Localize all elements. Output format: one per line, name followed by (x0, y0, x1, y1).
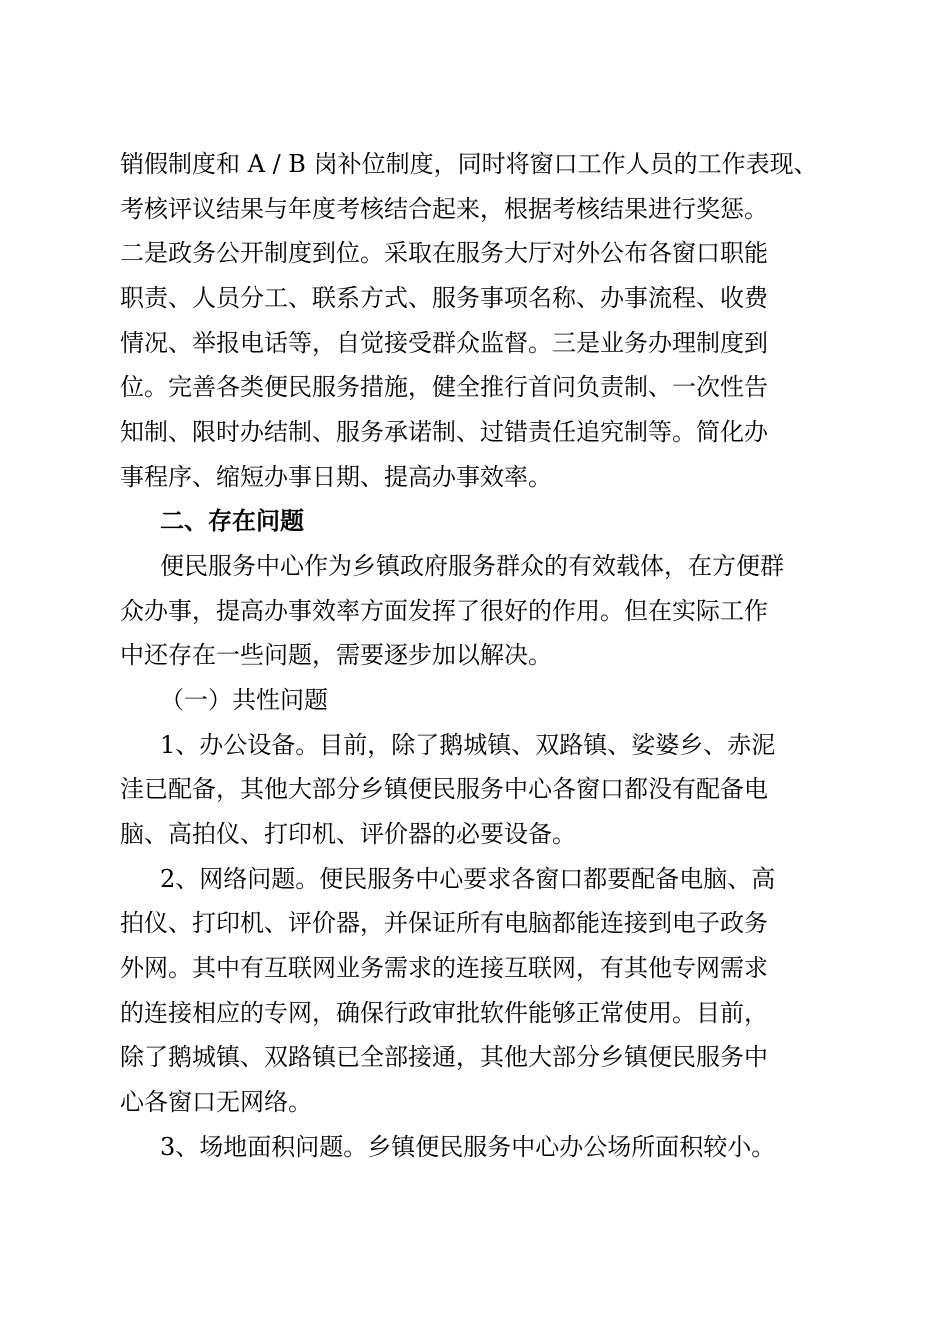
body-text-line: 拍仪、打印机、评价器，并保证所有电脑都能连接到电子政务 (120, 909, 768, 937)
body-text-line: 便民服务中心作为乡镇政府服务群众的有效载体，在方便群 (160, 552, 784, 580)
body-text-line: 二是政务公开制度到位。采取在服务大厅对外公布各窗口职能 (120, 239, 768, 267)
body-text-line: 众办事，提高办事效率方面发挥了很好的作用。但在实际工作 (120, 597, 768, 625)
body-text-line: 心各窗口无网络。 (120, 1088, 312, 1116)
body-text-line: 职责、人员分工、联系方式、服务事项名称、办事流程、收费 (120, 284, 768, 312)
body-text-line: 1、办公设备。目前，除了鹅城镇、双路镇、娑婆乡、赤泥 (160, 731, 776, 759)
body-text-line: 销假制度和 A / B 岗补位制度，同时将窗口工作人员的工作表现、 (120, 150, 818, 178)
body-text-line: 事程序、缩短办事日期、提高办事效率。 (120, 463, 552, 491)
body-text-line: 知制、限时办结制、服务承诺制、过错责任追究制等。简化办 (120, 418, 768, 446)
body-text-line: 情况、举报电话等，自觉接受群众监督。三是业务办理制度到 (120, 329, 768, 357)
body-text-line: 洼已配备，其他大部分乡镇便民服务中心各窗口都没有配备电 (120, 775, 768, 803)
body-text-line: 考核评议结果与年度考核结合起来，根据考核结果进行奖惩。 (120, 195, 768, 223)
body-text-line: 除了鹅城镇、双路镇已全部接通，其他大部分乡镇便民服务中 (120, 1043, 768, 1071)
subsection-heading: （一）共性问题 (160, 686, 328, 714)
body-text-line: 的连接相应的专网，确保行政审批软件能够正常使用。目前， (120, 999, 768, 1027)
body-text-line: 2、网络问题。便民服务中心要求各窗口都要配备电脑、高 (160, 865, 776, 893)
body-text-line: 外网。其中有互联网业务需求的连接互联网，有其他专网需求 (120, 954, 768, 982)
body-text-line: 位。完善各类便民服务措施，健全推行首问负责制、一次性告 (120, 373, 768, 401)
body-text-line: 3、场地面积问题。乡镇便民服务中心办公场所面积较小。 (160, 1133, 776, 1161)
body-text-line: 中还存在一些问题，需要逐步加以解决。 (120, 641, 552, 669)
section-heading: 二、存在问题 (160, 506, 304, 535)
body-text-line: 脑、高拍仪、打印机、评价器的必要设备。 (120, 820, 576, 848)
